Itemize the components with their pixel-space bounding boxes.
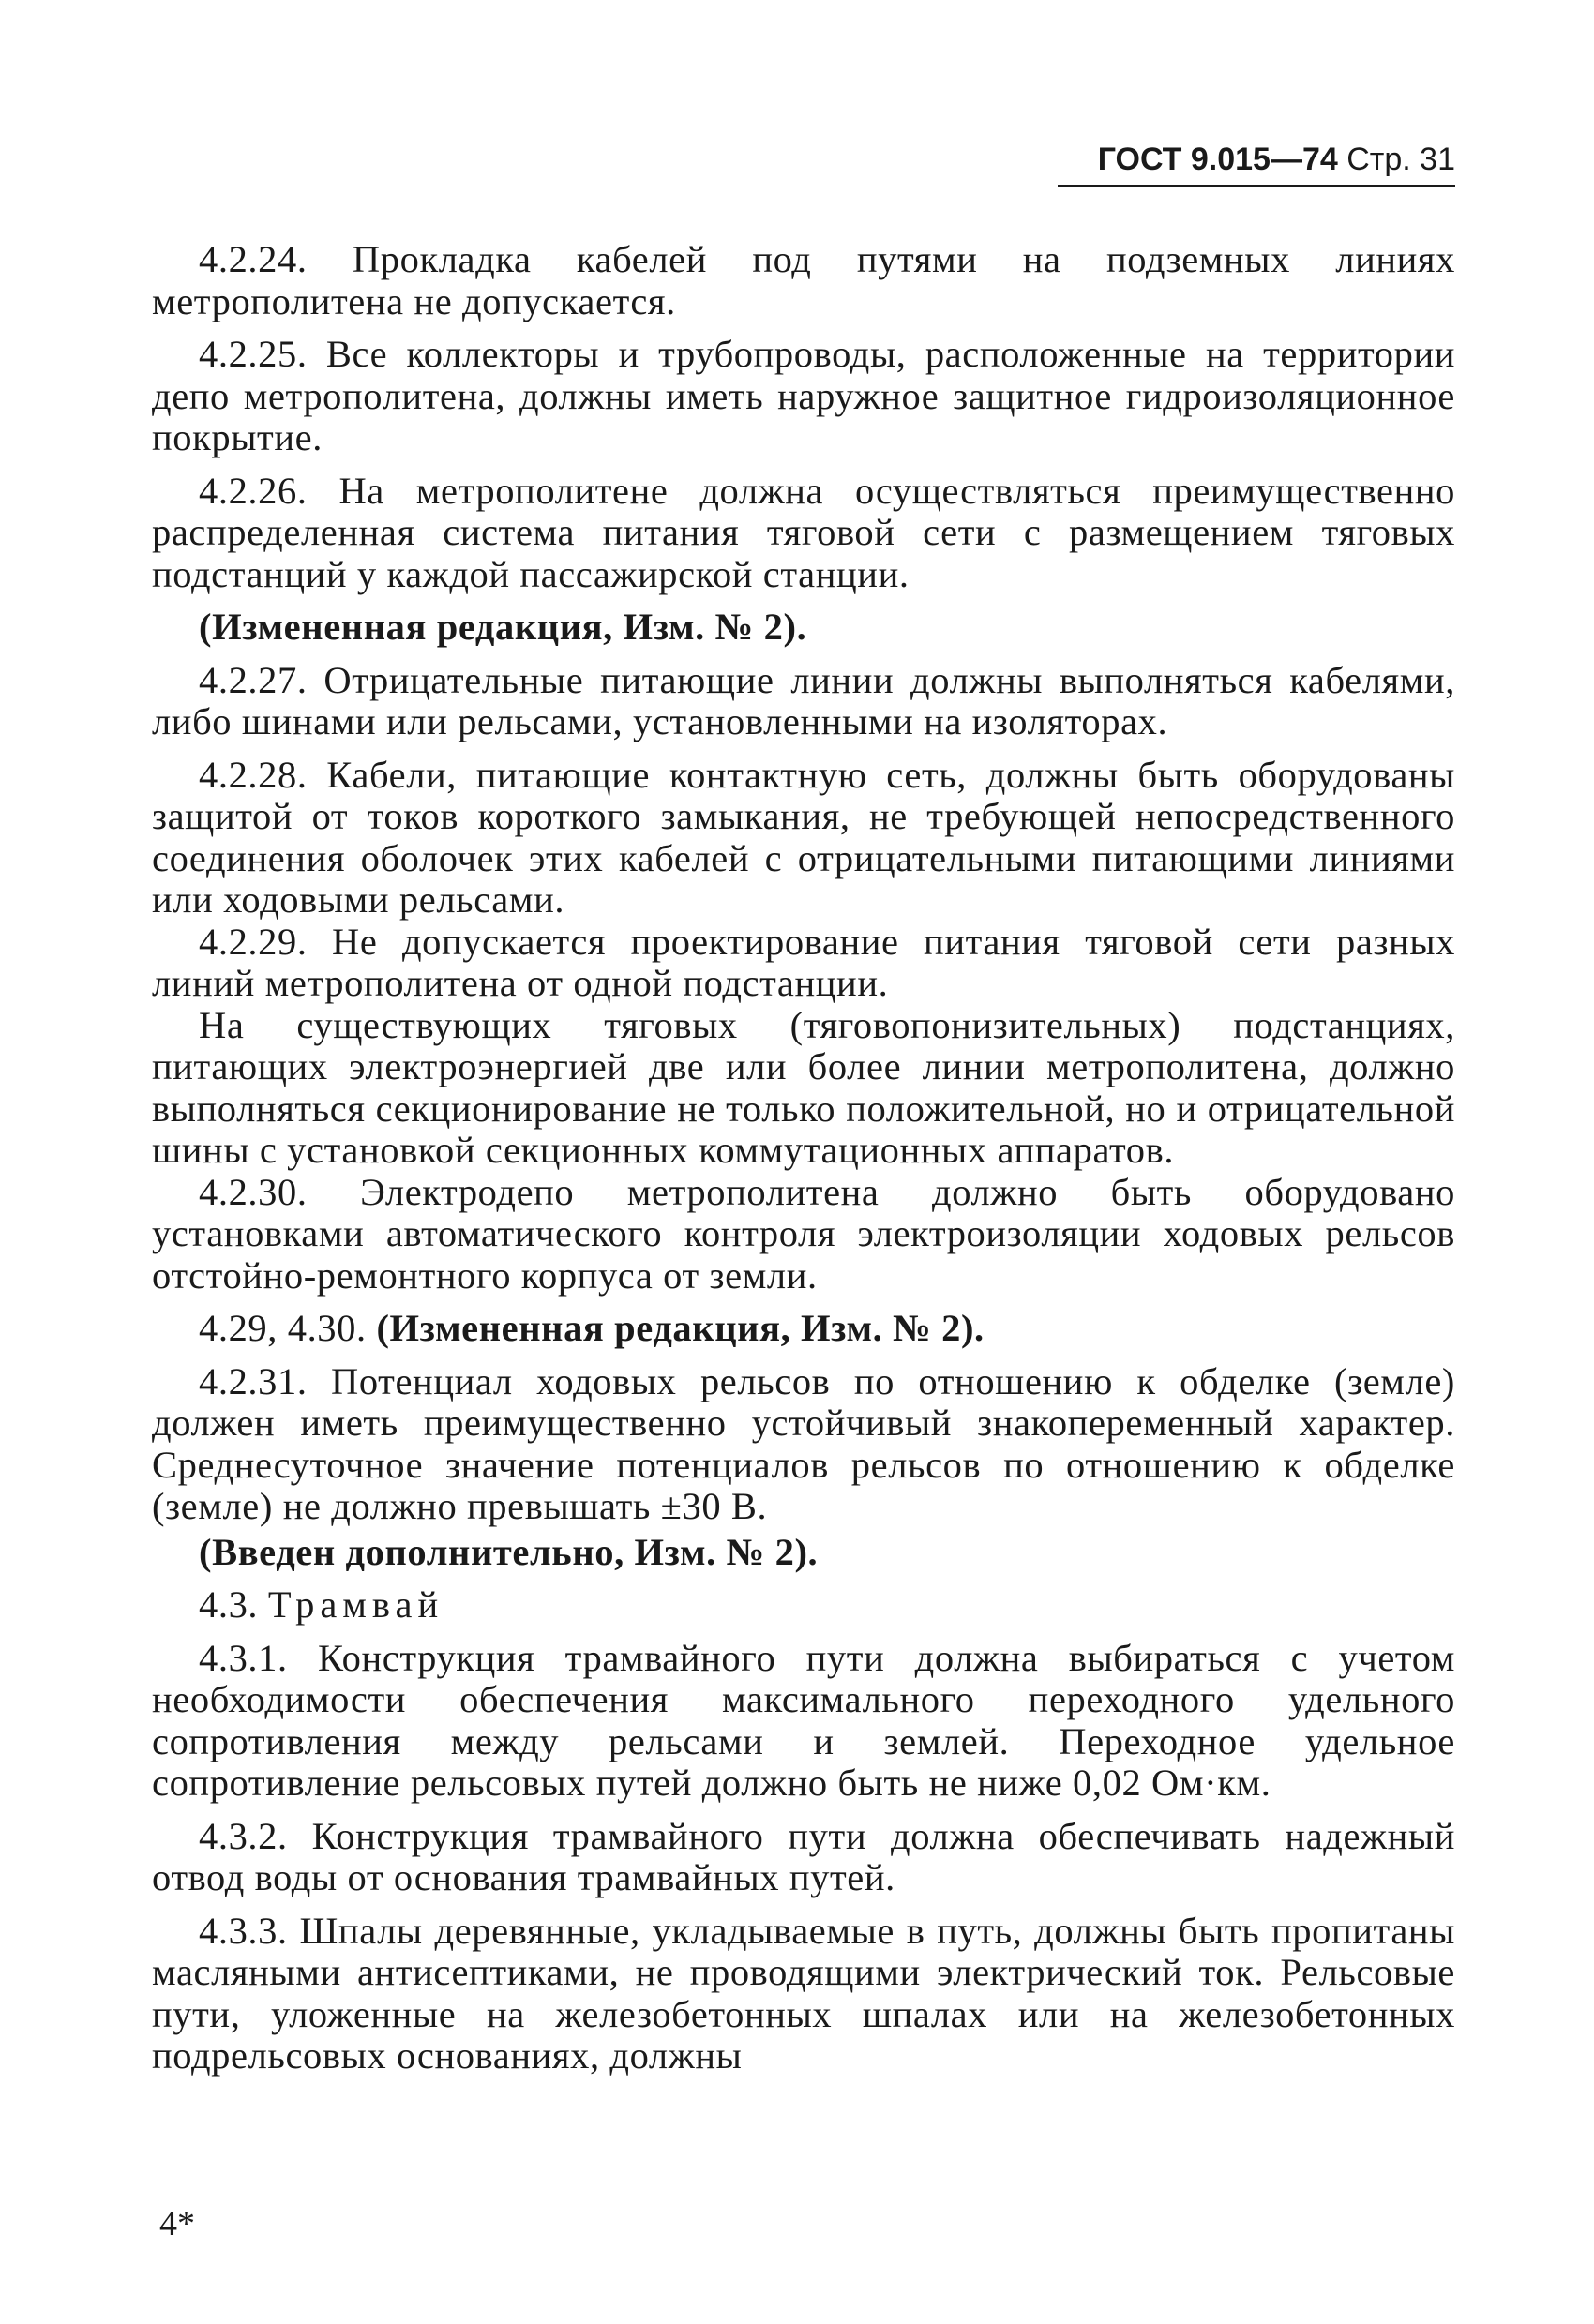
paragraph-4-3-1: 4.3.1. Конструкция трамвайного пути должна выбираться с учетом необходимости обеспечения максимального переходного удельного сопротивления между рельсами и землей. Переходное удельное сопротивление рельсовых путей должно быть не ниже 0,02 Ом·км.	[152, 1636, 1455, 1804]
paragraph-4-2-29-cont: На существующих тяговых (тяговопонизительных) подстанциях, питающих электроэнергией две или более линии метрополитена, должно выполняться секционирование не только положительной, но и отрицательной шины с установкой секционных коммутационных аппаратов.	[152, 1003, 1455, 1171]
paragraph-4-2-31: 4.2.31. Потенциал ходовых рельсов по отношению к обделке (земле) должен иметь преимущественно устойчивый знакопеременный характер. Среднесуточное значение потенциалов рельсов по отношению к обделке (земле) не должно превышать ±30 В.	[152, 1359, 1455, 1527]
running-header	[1060, 141, 1455, 178]
body-text	[152, 239, 1455, 2077]
amendment-text: (Измененная редакция, Изм. № 2).	[376, 1307, 985, 1349]
page-number: Стр. 31	[1346, 142, 1455, 177]
paragraph-4-2-25: 4.2.25. Все коллекторы и трубопроводы, расположенные на территории депо метрополитена, должны иметь наружное защитное гидроизоляционное покрытие.	[152, 333, 1455, 458]
paragraph-4-2-29: 4.2.29. Не допускается проектирование питания тяговой сети разных линий метрополитена от одной подстанции.	[152, 920, 1455, 1004]
signature-mark: 4*	[159, 2204, 195, 2243]
section-number: 4.3.	[199, 1583, 268, 1626]
header-rule	[1058, 185, 1455, 187]
amendment-note: (Измененная редакция, Изм. № 2).	[199, 606, 807, 648]
amendment-ref: 4.29, 4.30.	[199, 1307, 377, 1349]
paragraph-4-2-28: 4.2.28. Кабели, питающие контактную сеть, должны быть оборудованы защитой от токов короткого замыкания, не требующей непосредственного соединения оболочек этих кабелей с отрицательными питающими линиями или ходовыми рельсами.	[152, 753, 1455, 921]
paragraph-4-2-24: 4.2.24. Прокладка кабелей под путями на подземных линиях метрополитена не допускается.	[152, 238, 1455, 322]
section-heading-4-3	[152, 1584, 1455, 1627]
paragraph-4-2-27: 4.2.27. Отрицательные питающие линии должны выполняться кабелями, либо шинами или рельсами, установленными на изоляторах.	[152, 658, 1455, 742]
section-title: Трамвай	[267, 1583, 444, 1626]
paragraph-4-2-26: 4.2.26. На метрополитене должна осуществляться преимущественно распределенная система питания тяговой сети с размещением тяговых подстанций у каждой пассажирской станции.	[152, 469, 1455, 595]
standard-code: ГОСТ 9.015—74	[1097, 142, 1338, 177]
introduced-note: (Введен дополнительно, Изм. № 2).	[199, 1530, 819, 1573]
paragraph-4-3-2: 4.3.2. Конструкция трамвайного пути должна обеспечивать надежный отвод воды от основания трамвайных путей.	[152, 1814, 1455, 1898]
amendment-note-4-29-4-30	[152, 1308, 1455, 1350]
paragraph-4-2-30: 4.2.30. Электродепо метрополитена должно быть оборудовано установками автоматического контроля электроизоляции ходовых рельсов отстойно-ремонтного корпуса от земли.	[152, 1170, 1455, 1297]
paragraph-4-3-3: 4.3.3. Шпалы деревянные, укладываемые в путь, должны быть пропитаны масляными антисептиками, не проводящими электрический ток. Рельсовые пути, уложенные на железобетонных шпалах или на железобетонных подрельсовых основаниях, должны	[152, 1909, 1455, 2077]
